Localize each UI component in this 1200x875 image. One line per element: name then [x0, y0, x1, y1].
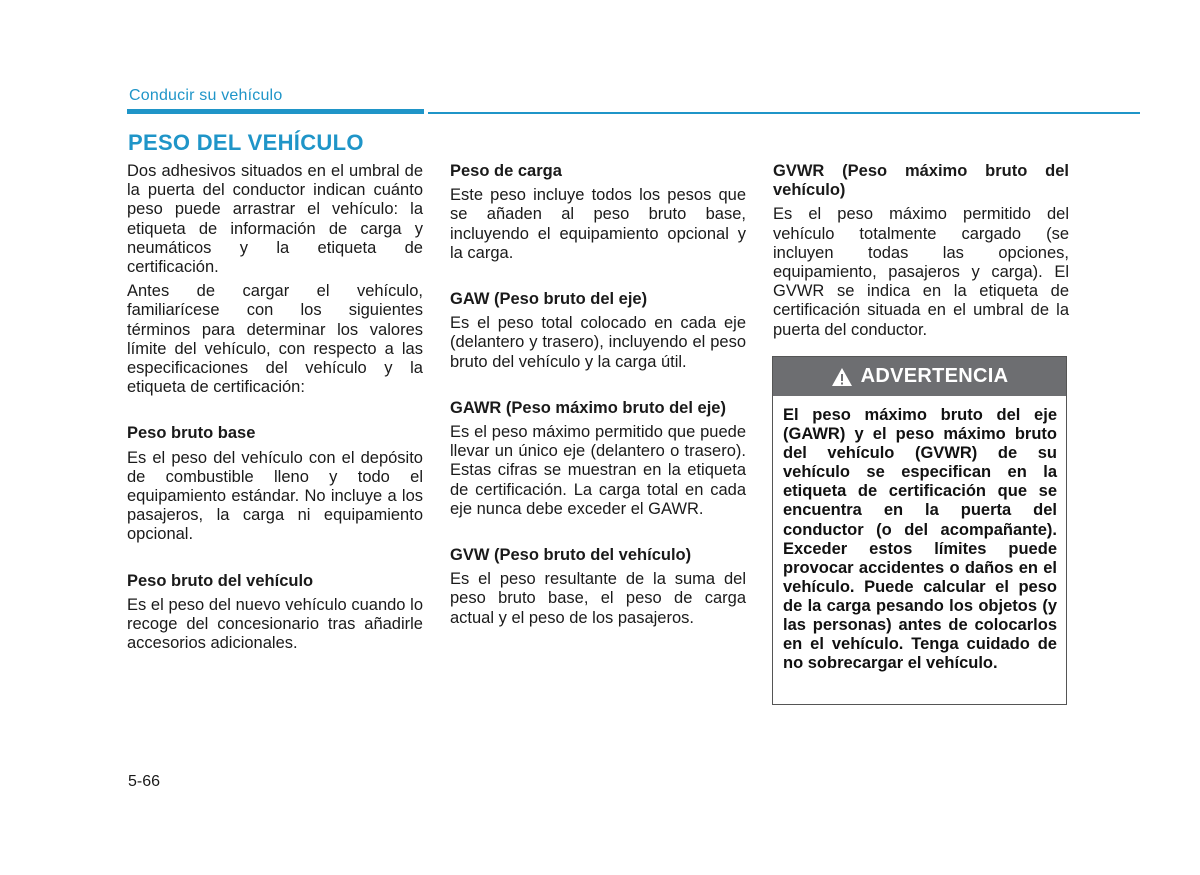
gvw-text: Es el peso resultante de la suma del peso bruto base, el peso de carga actual y el peso de los pasajeros. — [450, 570, 746, 627]
header-rule-thick — [127, 109, 424, 114]
page-number: 5-66 — [128, 773, 161, 790]
vehicle-weight-heading: Peso bruto del vehículo — [127, 571, 314, 590]
gaw-heading: GAW (Peso bruto del eje) — [450, 290, 648, 309]
warning-title: ADVERTENCIA — [860, 365, 1009, 387]
base-weight-text: Es el peso del vehículo con el depósito de combustible lleno y todo el equipamiento estándar. No incluye a los pasajeros, la carga ni equipamiento opcional. — [127, 448, 423, 544]
warning-triangle-icon — [831, 367, 853, 387]
base-weight-heading: Peso bruto base — [127, 424, 256, 443]
gvw-heading: GVW (Peso bruto del vehículo) — [450, 546, 692, 565]
cargo-weight-heading: Peso de carga — [450, 162, 562, 180]
column-middle — [450, 162, 746, 628]
intro-paragraph-1: Dos adhesivos situados en el umbral de la puerta del conductor indican cuánto peso puede arrastrar el vehículo: la etiqueta de información de carga y neumáticos y la etiqueta de certificación. — [127, 162, 423, 277]
vehicle-weight-text: Es el peso del nuevo vehículo cuando lo recoge del concesionario tras añadirle accesorios adicionales. — [127, 595, 423, 653]
gawr-heading: GAWR (Peso máximo bruto del eje) — [450, 398, 726, 417]
header-rule-thin — [428, 112, 1140, 114]
cargo-weight-text: Este peso incluye todos los pesos que se añaden al peso bruto base, incluyendo el equipamiento opcional y la carga. — [450, 186, 746, 262]
gaw-text: Es el peso total colocado en cada eje (delantero y trasero), incluyendo el peso bruto del vehículo y la carga útil. — [450, 314, 746, 371]
warning-box — [772, 356, 1067, 705]
gawr-text: Es el peso máximo permitido que puede llevar un único eje (delantero o trasero). Estas cifras se muestran en la etiqueta de certificación. La carga total en cada eje nunca debe exceder el GAWR. — [450, 423, 746, 518]
section-label: Conducir su vehículo — [129, 87, 283, 104]
intro-paragraph-2: Antes de cargar el vehículo, familiarícese con los siguientes términos para determinar los valores límite del vehículo, con respecto a las especificaciones del vehículo y la etiqueta de certificación: — [127, 282, 423, 397]
column-right — [773, 162, 1069, 340]
warning-text: El peso máximo bruto del eje (GAWR) y el peso máximo bruto del vehículo (GVWR) de su vehículo se especifican en la etiqueta de certificación que se encuentra en la puerta del conductor (o del acompañante). Exceder estos límites puede provocar accidentes o daños en el vehículo. Puede calcular el peso de la carga pesando los objetos (y las personas) antes de colocarlos en el vehículo. Tenga cuidado de no sobrecargar el vehículo. — [783, 406, 1057, 673]
warning-header — [773, 357, 1066, 396]
column-left — [127, 162, 423, 653]
gvwr-heading: GVWR (Peso máximo bruto del vehículo) — [773, 162, 1069, 200]
page-title: PESO DEL VEHÍCULO — [128, 130, 364, 155]
gvwr-text: Es el peso máximo permitido del vehículo totalmente cargado (se incluyen todas las opciones, equipamiento, pasajeros y carga). El GVWR se indica en la etiqueta de certificación situada en el umbral de la puerta del conductor. — [773, 205, 1069, 339]
